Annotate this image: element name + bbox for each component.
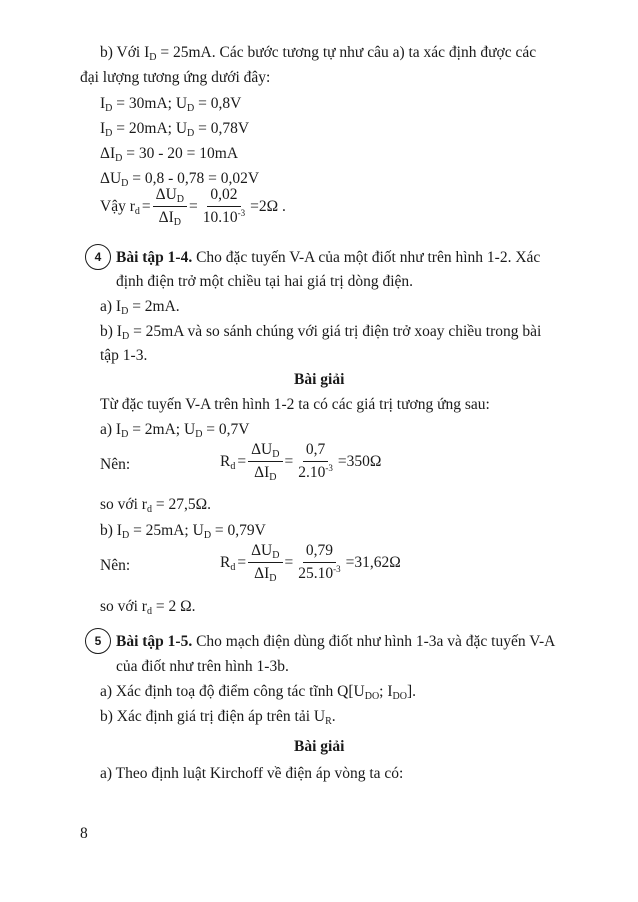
solution-heading: Bài giải	[294, 738, 345, 755]
value-line: $I_D = 20mA$; $U_D = 0,78V$	[100, 120, 250, 139]
nen-label: Nên:	[100, 557, 131, 574]
fraction: $\frac{\Delta U_D}{\Delta I_D}$	[248, 542, 282, 583]
intro-line: b) Với $I_D = 25mA$. Các bước tương tự như câu a) ta xác định được các	[100, 44, 537, 63]
question-b: b) $I_D = 25mA$ và so sánh chúng với giá trị điện trở xoay chiều trong bài	[100, 323, 542, 342]
question-a: a) $I_D = 2mA$.	[100, 298, 180, 317]
comparison-a: so với $r_d = 27,5\Omega$.	[100, 496, 211, 515]
exercise-heading: Bài tập 1-5. Cho mạch điện dùng điốt như hình 1-3a và đặc tuyến V-A	[116, 633, 556, 650]
value-line: $\Delta I_D = 30 - 20 = 10mA$	[100, 145, 239, 164]
exercise-number-badge: 4	[85, 244, 111, 270]
question-b-cont: tập 1-3.	[100, 347, 148, 364]
resistance-formula-a: $R_d$ = $\frac{\Delta U_D}{\Delta I_D}$ = $\frac{0,7}{2.10^{-3}}$ =350Ω	[220, 441, 382, 483]
comparison-b: so với $r_d = 2$ Ω.	[100, 598, 196, 617]
formula-label: Vậy $r_d$	[100, 197, 140, 217]
fraction: $\frac{0,79}{25.10^{-3}}$	[298, 542, 341, 582]
answer-b-values: b) $I_D = 25mA$; $U_D = 0,79V$	[100, 522, 266, 541]
exercise-text: định điện trở một chiều tại hai giá trị dòng điện.	[116, 273, 414, 290]
fraction: $\frac{\Delta U_D}{\Delta I_D}$	[153, 186, 187, 227]
fraction: $\frac{0,02}{10.10^{-3}}$	[202, 186, 246, 226]
solution-heading: Bài giải	[294, 371, 345, 388]
fraction: $\frac{\Delta U_D}{\Delta I_D}$	[248, 441, 282, 482]
value-line: $I_D = 30mA$; $U_D = 0,8V$	[100, 95, 242, 114]
question-b: b) Xác định giá trị điện áp trên tải $U_R$.	[100, 708, 336, 727]
answer-a-values: a) $I_D = 2mA$; $U_D = 0,7V$	[100, 421, 250, 440]
nen-label: Nên:	[100, 456, 131, 473]
fraction: $\frac{0,7}{2.10^{-3}}$	[298, 441, 333, 481]
resistance-formula-b: $R_d$ = $\frac{\Delta U_D}{\Delta I_D}$ = $\frac{0,79}{25.10^{-3}}$ =31,62Ω	[220, 542, 401, 584]
exercise-number-badge: 5	[85, 628, 111, 654]
resistance-formula: Vậy $r_d$ = $\frac{\Delta U_D}{\Delta I_D}$ = $\frac{0,02}{10.10^{-3}}$ =2Ω .	[100, 186, 286, 228]
exercise-heading: Bài tập 1-4. Cho đặc tuyến V-A của một điốt như trên hình 1-2. Xác	[116, 249, 541, 266]
exercise-text: của điốt như trên hình 1-3b.	[116, 658, 289, 675]
intro-line-2: đại lượng tương ứng dưới đây:	[80, 69, 271, 86]
page-number: 8	[80, 825, 88, 842]
value-line: $\Delta U_D = 0,8 - 0,78 = 0,02V$	[100, 170, 260, 189]
solution-a: a) Theo định luật Kirchoff về điện áp vòng ta có:	[100, 765, 404, 782]
solution-intro: Từ đặc tuyến V-A trên hình 1-2 ta có các giá trị tương ứng sau:	[100, 396, 490, 413]
question-a: a) Xác định toạ độ điểm công tác tĩnh $Q[U_{DO}$; $I_{DO}$].	[100, 683, 417, 702]
